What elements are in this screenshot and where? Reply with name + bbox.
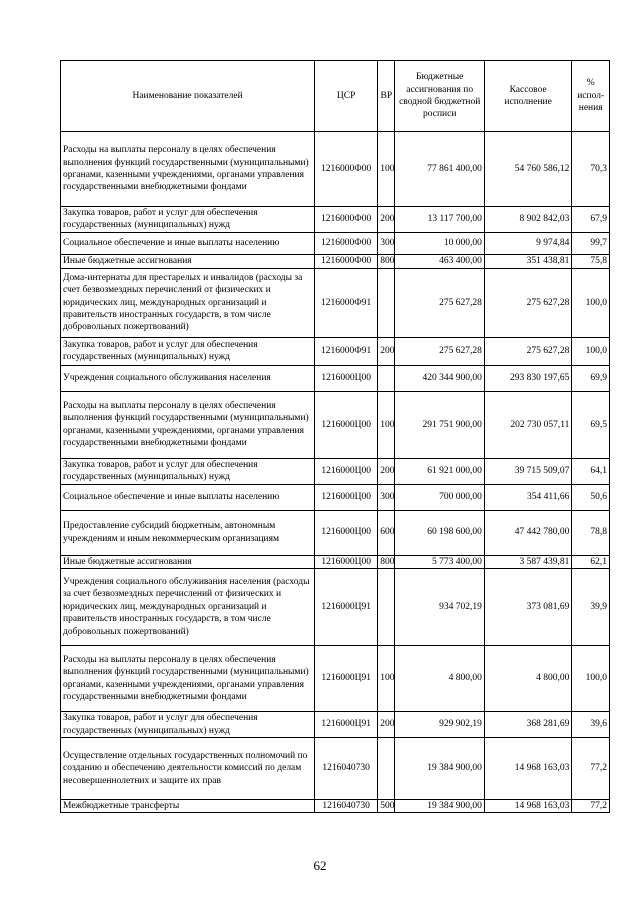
cell-cash: 275 627,28 [484, 337, 571, 365]
cell-csr: 1216000Ф00 [315, 232, 378, 254]
cell-budget: 5 773 400,00 [395, 555, 484, 568]
cell-csr: 1216000Ц00 [315, 484, 378, 510]
cell-name: Дома-интернаты для престарелых и инвалидов (расходы за счет безвозмездных перечислений от физических и юридических лиц, международных организаций и правительств иностранных государств, в том числе добровольных пожертвований) [61, 268, 315, 337]
table-row [61, 569, 610, 646]
cell-budget: 19 384 900,00 [395, 738, 484, 800]
cell-cash: 351 438,81 [484, 254, 571, 268]
cell-cash: 275 627,28 [484, 268, 571, 337]
cell-vr [378, 738, 395, 800]
cell-percent: 77,2 [572, 800, 610, 813]
cell-vr: 800 [378, 254, 395, 268]
cell-cash: 47 442 780,00 [484, 510, 571, 555]
table-row [61, 510, 610, 555]
cell-cash: 354 411,66 [484, 484, 571, 510]
cell-name: Иные бюджетные ассигнования [61, 254, 315, 268]
cell-name: Межбюджетные трансферты [61, 800, 315, 813]
cell-cash: 202 730 057,11 [484, 391, 571, 458]
header-cash: Кассовое исполнение [484, 61, 571, 132]
cell-name: Закупка товаров, работ и услуг для обеспечения государственных (муниципальных) нужд [61, 207, 315, 233]
cell-name: Учреждения социального обслуживания населения (расходы за счет безвозмездных перечислений от физических и юридических лиц, международных организаций и правительств иностранных государств, в том числе добровольных пожертвований) [61, 569, 315, 646]
cell-vr: 800 [378, 555, 395, 568]
cell-percent: 100,0 [572, 646, 610, 712]
cell-percent: 64,1 [572, 458, 610, 484]
cell-budget: 19 384 900,00 [395, 800, 484, 813]
cell-vr: 100 [378, 391, 395, 458]
cell-percent: 75,8 [572, 254, 610, 268]
header-row [61, 61, 610, 132]
cell-csr: 1216040730 [315, 800, 378, 813]
cell-vr [378, 365, 395, 391]
cell-percent: 39,6 [572, 712, 610, 738]
cell-percent: 77,2 [572, 738, 610, 800]
cell-budget: 463 400,00 [395, 254, 484, 268]
table-row [61, 712, 610, 738]
header-percent: % испол-нения [572, 61, 610, 132]
cell-name: Закупка товаров, работ и услуг для обеспечения государственных (муниципальных) нужд [61, 337, 315, 365]
cell-cash: 293 830 197,65 [484, 365, 571, 391]
cell-name: Иные бюджетные ассигнования [61, 555, 315, 568]
cell-cash: 14 968 163,03 [484, 800, 571, 813]
cell-budget: 60 198 600,00 [395, 510, 484, 555]
cell-csr: 1216000Ф00 [315, 132, 378, 207]
cell-vr: 300 [378, 232, 395, 254]
cell-budget: 77 861 400,00 [395, 132, 484, 207]
page-number: 62 [313, 858, 327, 873]
cell-budget: 275 627,28 [395, 268, 484, 337]
cell-budget: 929 902,19 [395, 712, 484, 738]
table-row [61, 254, 610, 268]
cell-vr: 200 [378, 337, 395, 365]
cell-percent: 100,0 [572, 337, 610, 365]
table-row [61, 484, 610, 510]
cell-cash: 54 760 586,12 [484, 132, 571, 207]
table-row [61, 391, 610, 458]
cell-budget: 10 000,00 [395, 232, 484, 254]
cell-cash: 14 968 163,03 [484, 738, 571, 800]
cell-csr: 1216000Ц00 [315, 391, 378, 458]
cell-budget: 4 800,00 [395, 646, 484, 712]
cell-vr: 200 [378, 458, 395, 484]
cell-name: Социальное обеспечение и иные выплаты населению [61, 232, 315, 254]
cell-cash: 39 715 509,07 [484, 458, 571, 484]
cell-vr [378, 569, 395, 646]
table-row [61, 738, 610, 800]
cell-percent: 99,7 [572, 232, 610, 254]
cell-percent: 70,3 [572, 132, 610, 207]
cell-vr: 300 [378, 484, 395, 510]
cell-percent: 67,9 [572, 207, 610, 233]
cell-vr: 100 [378, 646, 395, 712]
cell-csr: 1216000Ц91 [315, 712, 378, 738]
cell-name: Закупка товаров, работ и услуг для обеспечения государственных (муниципальных) нужд [61, 712, 315, 738]
cell-budget: 700 000,00 [395, 484, 484, 510]
cell-csr: 1216000Ф91 [315, 337, 378, 365]
cell-budget: 934 702,19 [395, 569, 484, 646]
cell-percent: 62,1 [572, 555, 610, 568]
cell-name: Учреждения социального обслуживания населения [61, 365, 315, 391]
cell-name: Расходы на выплаты персоналу в целях обеспечения выполнения функций государственными (муниципальными) органами, казенными учреждениями, органами управления государственными внебюджетными фондами [61, 132, 315, 207]
cell-csr: 1216000Ц00 [315, 555, 378, 568]
cell-name: Социальное обеспечение и иные выплаты населению [61, 484, 315, 510]
header-csr: ЦСР [315, 61, 378, 132]
cell-vr: 100 [378, 132, 395, 207]
cell-csr: 1216000Ф91 [315, 268, 378, 337]
table-row [61, 207, 610, 233]
cell-budget: 13 117 700,00 [395, 207, 484, 233]
cell-vr: 200 [378, 207, 395, 233]
table-row [61, 646, 610, 712]
header-name: Наименование показателей [61, 61, 315, 132]
cell-percent: 78,8 [572, 510, 610, 555]
cell-percent: 100,0 [572, 268, 610, 337]
cell-csr: 1216000Ф00 [315, 254, 378, 268]
cell-cash: 4 800,00 [484, 646, 571, 712]
cell-cash: 3 587 439,81 [484, 555, 571, 568]
cell-percent: 69,5 [572, 391, 610, 458]
table-row [61, 555, 610, 568]
cell-name: Расходы на выплаты персоналу в целях обеспечения выполнения функций государственными (муниципальными) органами, казенными учреждениями, органами управления государственными внебюджетными фондами [61, 391, 315, 458]
cell-vr [378, 268, 395, 337]
cell-vr: 600 [378, 510, 395, 555]
budget-execution-table [60, 60, 610, 813]
cell-name: Осуществление отдельных государственных полномочий по созданию и обеспечению деятельности комиссий по делам несовершеннолетних и защите их прав [61, 738, 315, 800]
cell-budget: 420 344 900,00 [395, 365, 484, 391]
table-row [61, 365, 610, 391]
table-row [61, 268, 610, 337]
table-row [61, 232, 610, 254]
cell-budget: 61 921 000,00 [395, 458, 484, 484]
header-budget: Бюджетные ассигнования по сводной бюджетной росписи [395, 61, 484, 132]
table-row [61, 132, 610, 207]
cell-name: Расходы на выплаты персоналу в целях обеспечения выполнения функций государственными (муниципальными) органами, казенными учреждениями, органами управления государственными внебюджетными фондами [61, 646, 315, 712]
header-vr: ВР [378, 61, 395, 132]
cell-cash: 8 902 842,03 [484, 207, 571, 233]
cell-budget: 291 751 900,00 [395, 391, 484, 458]
cell-percent: 39,9 [572, 569, 610, 646]
cell-cash: 9 974,84 [484, 232, 571, 254]
cell-cash: 368 281,69 [484, 712, 571, 738]
cell-name: Предоставление субсидий бюджетным, автономным учреждениям и иным некоммерческим организациям [61, 510, 315, 555]
cell-csr: 1216000Ц00 [315, 458, 378, 484]
table-body [61, 132, 610, 813]
cell-budget: 275 627,28 [395, 337, 484, 365]
cell-csr: 1216000Ц00 [315, 365, 378, 391]
cell-percent: 69,9 [572, 365, 610, 391]
cell-name: Закупка товаров, работ и услуг для обеспечения государственных (муниципальных) нужд [61, 458, 315, 484]
cell-csr: 1216000Ц00 [315, 510, 378, 555]
cell-csr: 1216000Ц91 [315, 569, 378, 646]
table-row [61, 800, 610, 813]
table-row [61, 337, 610, 365]
cell-csr: 1216000Ц91 [315, 646, 378, 712]
table-row [61, 458, 610, 484]
cell-cash: 373 081,69 [484, 569, 571, 646]
cell-vr: 200 [378, 712, 395, 738]
cell-csr: 1216040730 [315, 738, 378, 800]
cell-vr: 500 [378, 800, 395, 813]
cell-percent: 50,6 [572, 484, 610, 510]
cell-csr: 1216000Ф00 [315, 207, 378, 233]
